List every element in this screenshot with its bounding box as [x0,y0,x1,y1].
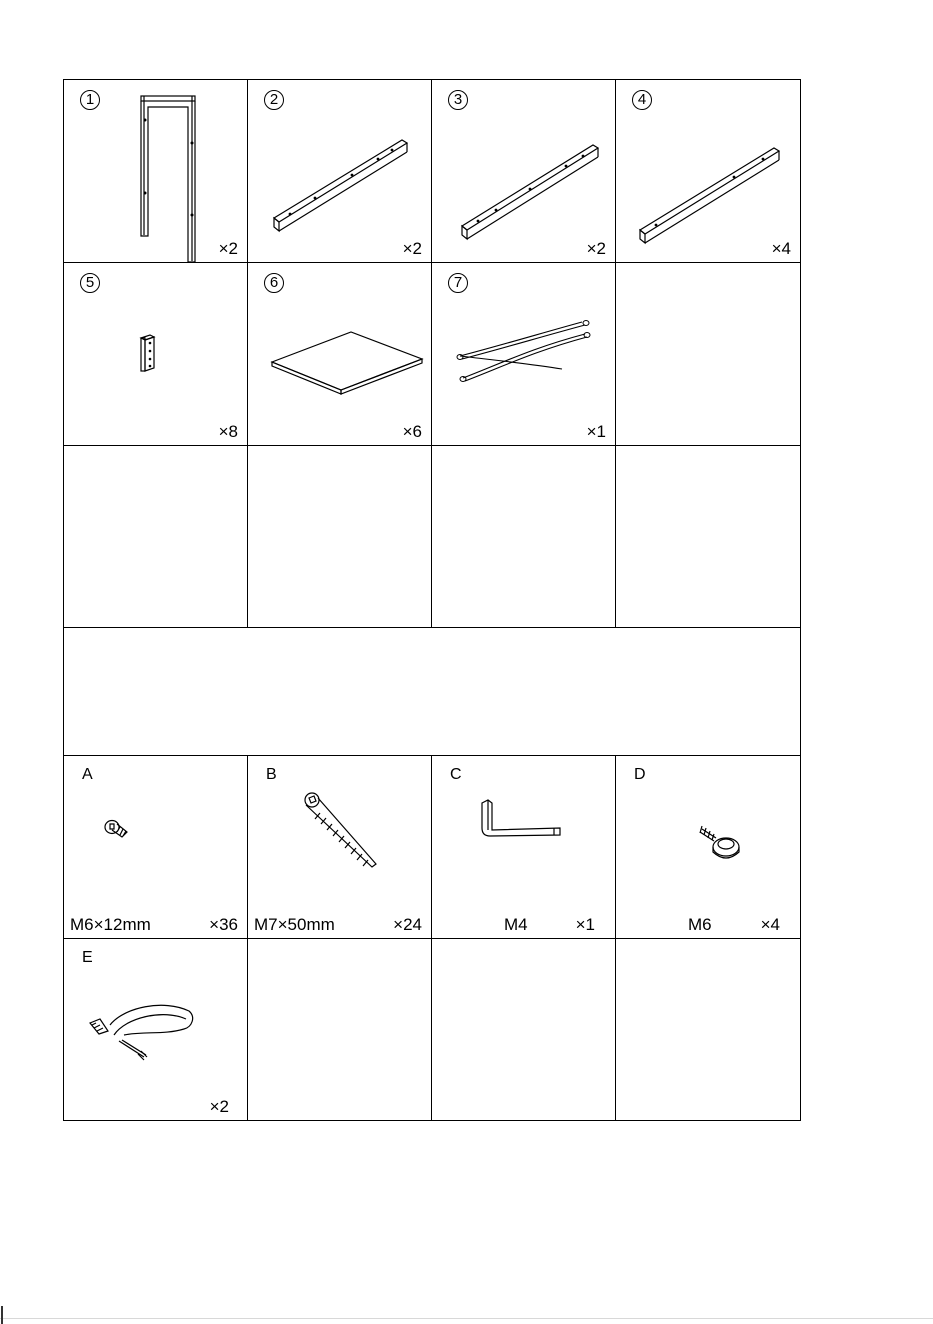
part-number: 6 [264,273,284,293]
part-cell-2 [247,79,432,263]
hardware-spec: M4 [504,915,528,934]
hardware-cell-E [63,938,248,1121]
empty-cell [615,445,801,628]
quantity-label: ×2 [586,239,606,258]
part-cell-4 [615,79,801,263]
quantity-label: ×1 [575,915,595,934]
parts-list-sheet [63,79,801,1121]
empty-cell [431,445,616,628]
hardware-cell-C [431,755,616,939]
part-cell-5 [63,262,248,446]
quantity-label: ×2 [218,239,238,258]
leveling-foot-icon [616,756,801,939]
hardware-letter: C [450,766,462,783]
empty-cell [247,938,432,1121]
hardware-letter: E [82,949,93,966]
quantity-label: ×2 [209,1097,229,1116]
part-number: 7 [448,273,468,293]
wall-strap-icon [64,939,248,1121]
shelf-board-icon [248,263,432,446]
quantity-label: ×6 [402,422,422,441]
part-number: 4 [632,90,652,110]
empty-cell [615,938,801,1121]
part-cell-6 [247,262,432,446]
part-cell-7 [431,262,616,446]
hardware-spec: M6 [688,915,712,934]
part-number: 2 [264,90,284,110]
quantity-label: ×8 [218,422,238,441]
hardware-cell-B [247,755,432,939]
empty-cell [431,938,616,1121]
allen-key-icon [432,756,616,939]
rail-icon [432,80,616,263]
quantity-label: ×2 [402,239,422,258]
hardware-spec: M7×50mm [254,915,335,934]
page-edge-mark [1,1306,3,1324]
quantity-label: ×4 [771,239,791,258]
hardware-cell-D [615,755,801,939]
part-number: 1 [80,90,100,110]
quantity-label: ×24 [393,915,422,934]
rail-icon [248,80,432,263]
quantity-label: ×36 [209,915,238,934]
quantity-label: ×4 [760,915,780,934]
cable-icon [432,263,616,446]
hardware-spec: M6×12mm [70,915,151,934]
part-cell-1 [63,79,248,263]
page-bottom-rule [0,1318,933,1319]
frame-icon [64,80,248,263]
part-number: 3 [448,90,468,110]
quantity-label: ×1 [586,422,606,441]
part-number: 5 [80,273,100,293]
rail-icon [616,80,801,263]
hardware-letter: A [82,766,93,783]
empty-cell [63,445,248,628]
empty-cell [247,445,432,628]
hardware-letter: B [266,766,277,783]
hardware-cell-A [63,755,248,939]
empty-cell [615,262,801,446]
hardware-letter: D [634,766,646,783]
long-screw-icon [248,756,432,939]
part-cell-3 [431,79,616,263]
bolt-icon [64,756,248,939]
bracket-icon [64,263,248,446]
divider-band [63,627,801,756]
